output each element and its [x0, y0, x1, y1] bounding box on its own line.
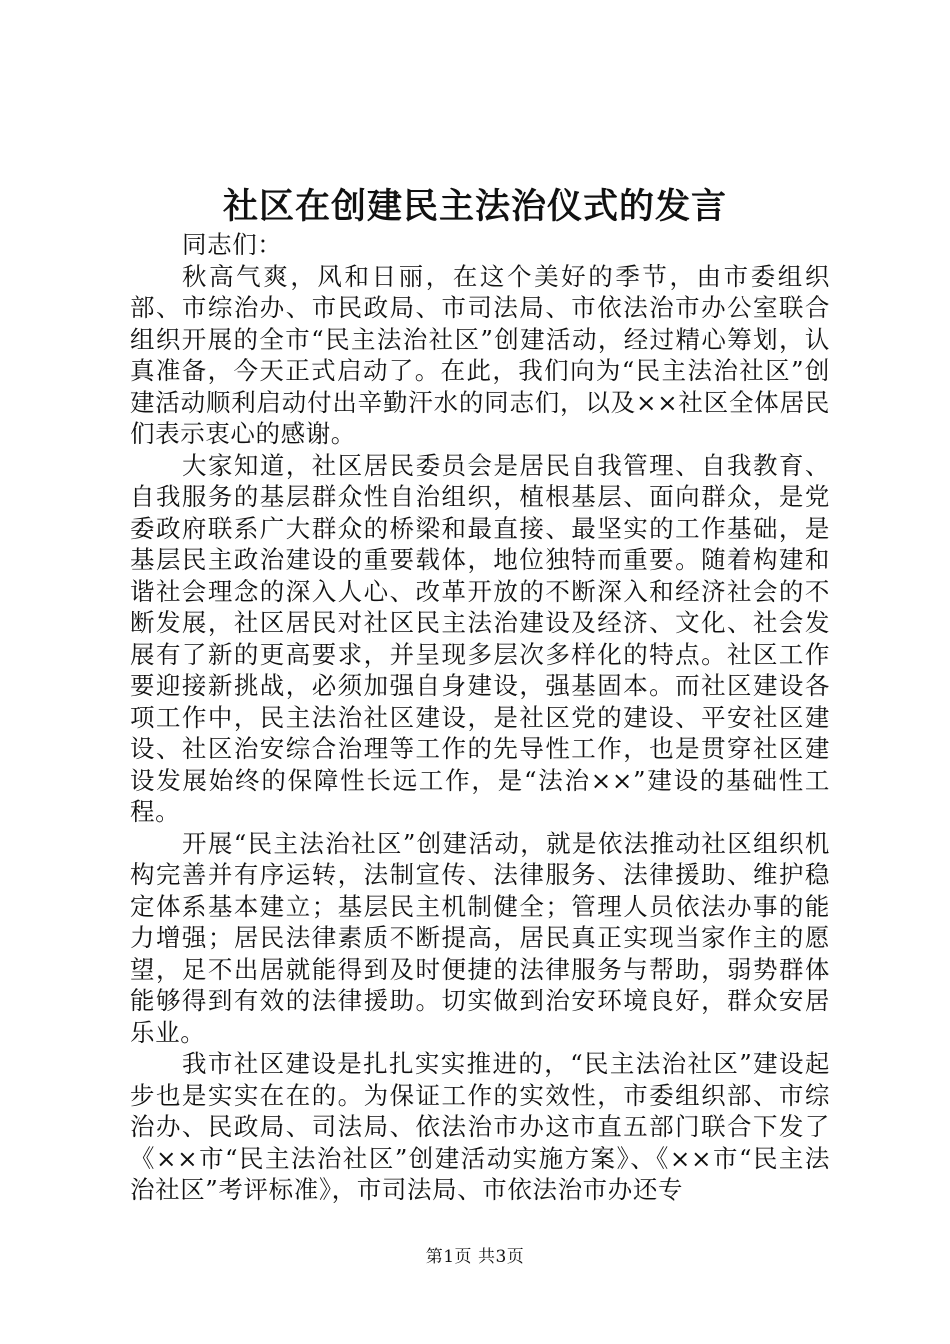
- document-title: 社区在创建民主法治仪式的发言: [222, 186, 727, 227]
- paragraph-1: 秋高气爽，风和日丽，在这个美好的季节，由市委组织部、市综治办、市民政局、市司法局、市依法治市办公室联合组织开展的全市“民主法治社区”创建活动，经过精心筹划，认真准备，今天正式启动了。在此，我们向为“民主法治社区”创建活动顺利启动付出辛勤汗水的同志们，以及××社区全体居民们表示衷心的感谢。: [130, 261, 830, 448]
- page-number-footer: 第1页 共3页: [425, 1247, 525, 1267]
- document-body: [130, 229, 830, 1206]
- paragraph-3: 开展“民主法治社区”创建活动，就是依法推动社区组织机构完善并有序运转，法制宣传、法律服务、法律援助、维护稳定体系基本建立；基层民主机制健全；管理人员依法办事的能力增强；居民法律素质不断提高，居民真正实现当家作主的愿望，足不出居就能得到及时便捷的法律服务与帮助，弱势群体能够得到有效的法律援助。切实做到治安环境良好，群众安居乐业。: [130, 828, 830, 1047]
- paragraph-2: 大家知道，社区居民委员会是居民自我管理、自我教育、自我服务的基层群众性自治组织，植根基层、面向群众，是党委政府联系广大群众的桥梁和最直接、最坚实的工作基础，是基层民主政治建设的重要载体，地位独特而重要。随着构建和谐社会理念的深入人心、改革开放的不断深入和经济社会的不断发展，社区居民对社区民主法治建设及经济、文化、社会发展有了新的更高要求，并呈现多层次多样化的特点。社区工作要迎接新挑战，必须加强自身建设，强基固本。而社区建设各项工作中，民主法治社区建设，是社区党的建设、平安社区建设、社区治安综合治理等工作的先导性工作，也是贯穿社区建设发展始终的保障性长远工作，是“法治××”建设的基础性工程。: [130, 450, 830, 826]
- paragraph-4: 我市社区建设是扎扎实实推进的，“民主法治社区”建设起步也是实实在在的。为保证工作的实效性，市委组织部、市综治办、民政局、司法局、依法治市办这市直五部门联合下发了《××市“民主法治社区”创建活动实施方案》、《××市“民主法治社区”考评标准》，市司法局、市依法治市办还专: [130, 1049, 830, 1204]
- salutation: 同志们：: [182, 230, 283, 259]
